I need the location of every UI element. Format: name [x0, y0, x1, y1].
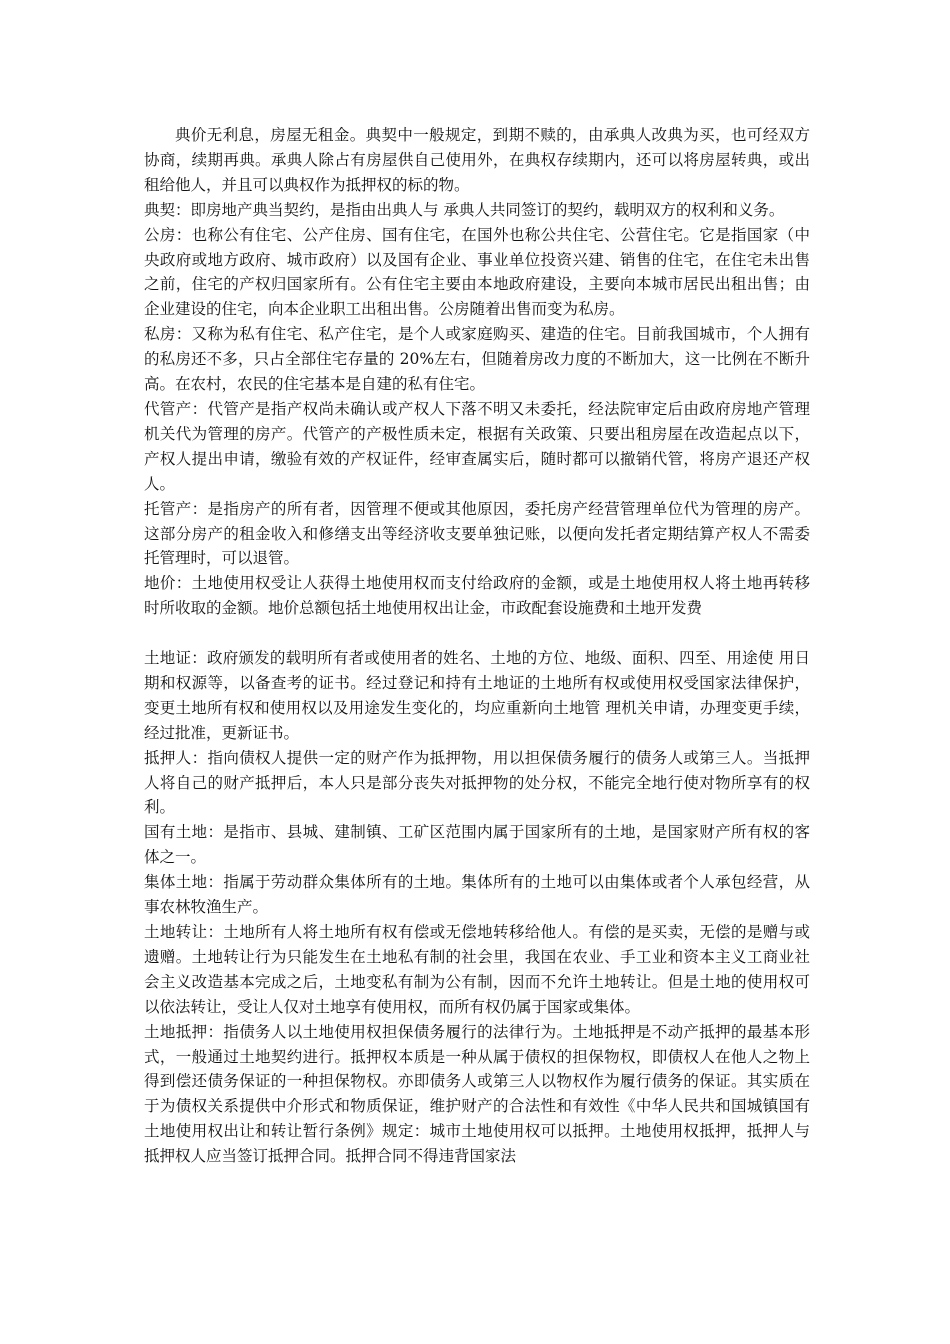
paragraph-tudizheng: 土地证：政府颁发的载明所有者或使用者的姓名、土地的方位、地级、面积、四至、用途使 用日期和权源等，以备查考的证书。经过登记和持有土地证的土地所有权或使用权受国家法律保护，变更土地所有权和使用权以及用途发生变化的，均应重新向土地管 理机关申请，办理变更手续，经过批准，更新证书。: [144, 649, 810, 742]
document-body: [144, 123, 810, 1169]
paragraph-jitituji: 集体土地：指属于劳动群众集体所有的土地。集体所有的土地可以由集体或者个人承包经营，从事农林牧渔生产。: [144, 873, 810, 917]
paragraph-dianjia: 典价无利息，房屋无租金。典契中一般规定，到期不赎的，由承典人改典为买，也可经双方协商，续期再典。承典人除占有房屋供自己使用外，在典权存续期内，还可以将房屋转典，或出租给他人，并且可以典权作为抵押权的标的物。: [144, 126, 810, 194]
paragraph-sifang: 私房：又称为私有住宅、私产住宅，是个人或家庭购买、建造的住宅。目前我国城市，个人拥有的私房还不多，只占全部住宅存量的 20%左右，但随着房改力度的不断加大，这一比例在不断升高。在农村，农民的住宅基本是自建的私有住宅。: [144, 325, 810, 394]
paragraph-diyaren: 抵押人：指向债权人提供一定的财产作为抵押物，用以担保债务履行的债务人或第三人。当抵押人将自己的财产抵押后，本人只是部分丧失对抵押物的处分权，不能完全地行使对物所享有的权利。: [144, 748, 810, 817]
paragraph-daiguanchan: 代管产：代管产是指产权尚未确认或产权人下落不明又未委托，经法院审定后由政府房地产管理机关代为管理的房产。代管产的产极性质未定，根据有关政策、只要出租房屋在改造起点以下，产权人提出申请，缴验有效的产权证件，经审查属实后，随时都可以撤销代管，将房产退还产权人。: [144, 399, 810, 493]
paragraph-gongfang: 公房：也称公有住宅、公产住房、国有住宅，在国外也称公共住宅、公营住宅。它是指国家（中央政府或地方政府、城市政府）以及国有企业、事业单位投资兴建、销售的住宅，在住宅未出售之前，住宅的产权归国家所有。公有住宅主要由本地政府建设，主要向本城市居民出租出售；由企业建设的住宅，向本企业职工出租出售。公房随着出售而变为私房。: [144, 225, 810, 319]
paragraph-tuoguanchan: 托管产：是指房产的所有者，因管理不便或其他原因，委托房产经营管理单位代为管理的房产。这部分房产的租金收入和修缮支出等经济收支要单独记账，以便向发托者定期结算产权人不需委托管理时，可以退管。: [144, 499, 810, 568]
paragraph-dijia: 地价：土地使用权受让人获得土地使用权而支付给政府的金额，或是土地使用权人将土地再转移时所收取的金额。地价总额包括土地使用权出让金，市政配套设施费和土地开发费: [144, 574, 810, 618]
paragraph-tudizhuanrang: 土地转让：土地所有人将土地所有权有偿或无偿地转移给他人。有偿的是买卖，无偿的是赠与或遗赠。土地转让行为只能发生在土地私有制的社会里，我国在农业、手工业和资本主义工商业社会主义改造基本完成之后，土地变私有制为公有制，因而不允许土地转让。但是土地的使用权可以依法转让，受让人仅对土地享有使用权，而所有权仍属于国家或集体。: [144, 922, 810, 1016]
paragraph-guoyoutudi: 国有土地：是指市、县城、建制镇、工矿区范围内属于国家所有的土地，是国家财产所有权的客体之一。: [144, 823, 810, 867]
paragraph-tudidiya: 土地抵押：指债务人以土地使用权担保债务履行的法律行为。土地抵押是不动产抵押的最基本形式，一般通过土地契约进行。抵押权本质是一种从属于债权的担保物权，即债权人在他人之物上得到偿还债务保证的一种担保物权。亦即债务人或第三人以物权作为履行债务的保证。其实质在于为债权关系提供中介形式和物质保证，维护财产的合法性和有效性《中华人民共和国城镇国有土地使用权出让和转让暂行条例》规定：城市土地使用权可以抵押。土地使用权抵押，抵押人与抵押权人应当签订抵押合同。抵押合同不得违背国家法: [144, 1022, 810, 1166]
paragraph-dianqi: 典契：即房地产典当契约，是指由出典人与 承典人共同签订的契约，载明双方的权利和义务。: [144, 200, 785, 219]
